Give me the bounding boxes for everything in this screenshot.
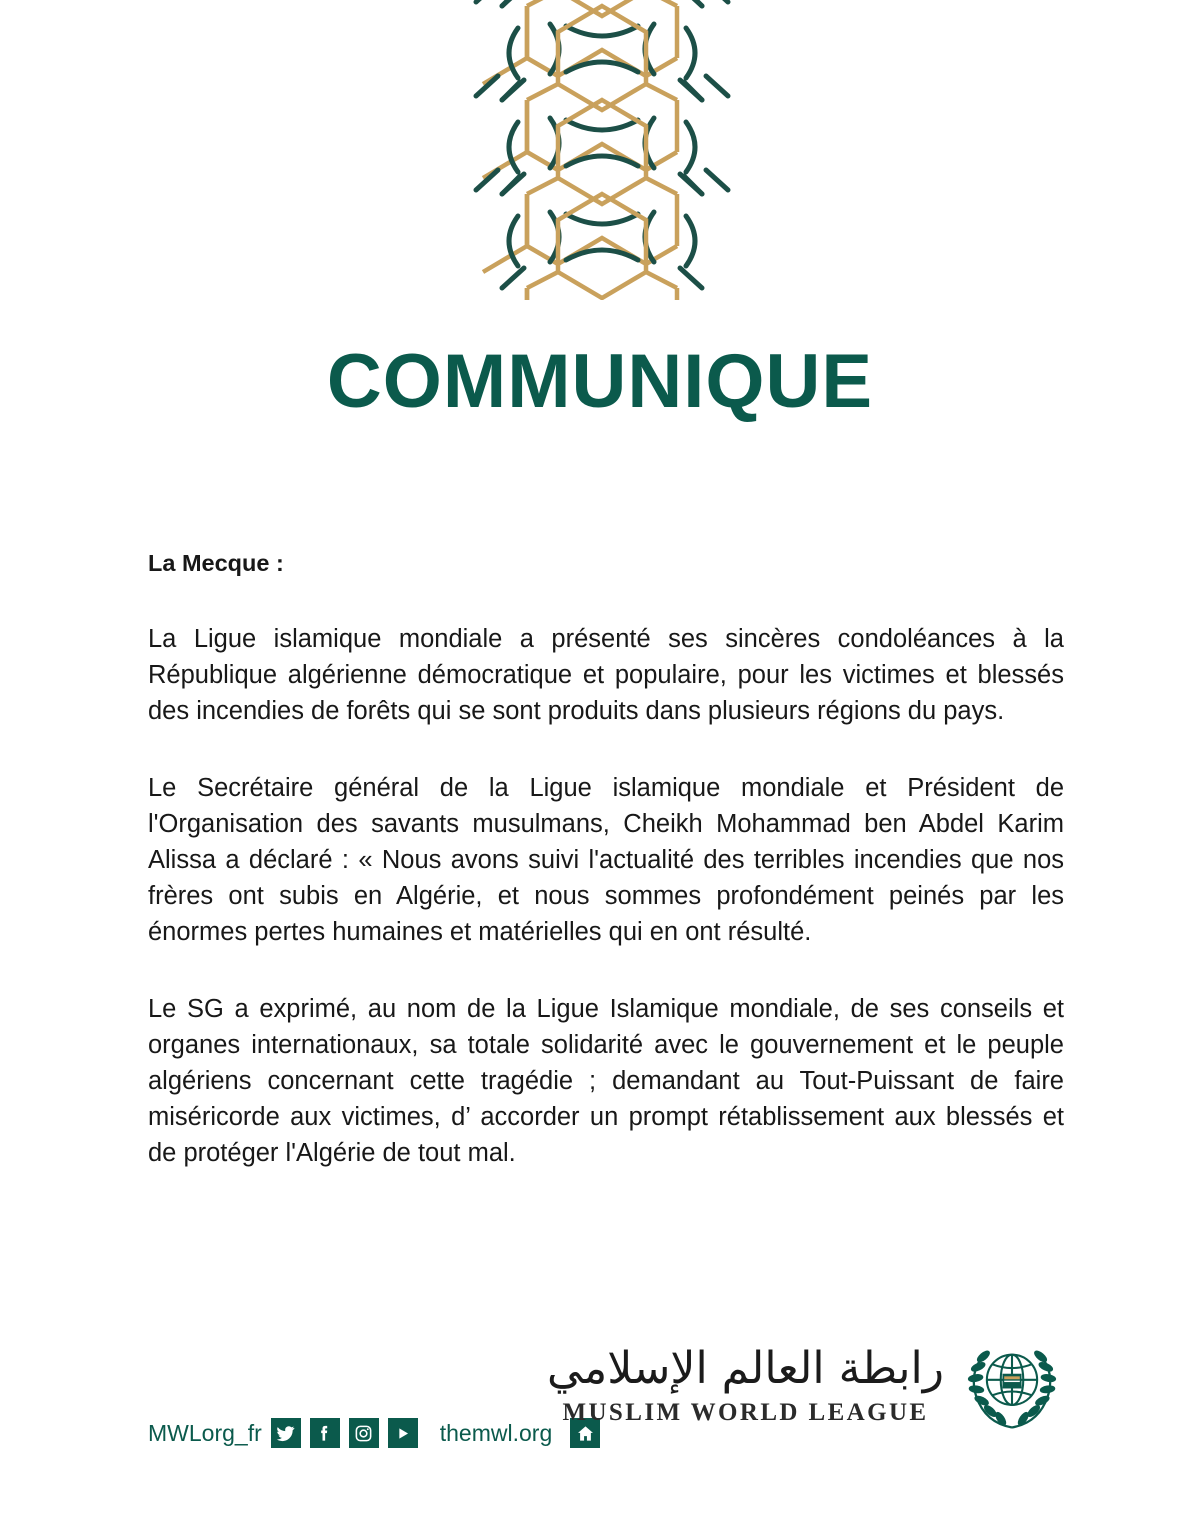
social-handle: MWLorg_fr (148, 1419, 262, 1446)
dateline: La Mecque : (148, 550, 284, 576)
logo-wordmark (547, 1343, 944, 1427)
page-title-container (0, 339, 1200, 424)
paragraph-1: La Ligue islamique mondiale a présenté ses sincères condoléances à la République algérienne démocratique et populaire, pour les victimes et blessés des incendies de forêts qui se sont produits dans plusieurs régions du pays. (148, 625, 1064, 726)
page-title: COMMUNIQUE (326, 339, 874, 424)
document-body (148, 548, 1064, 1172)
youtube-icon[interactable] (388, 1418, 418, 1448)
footer (0, 1318, 1200, 1483)
paragraph-2: Le Secrétaire général de la Ligue islamique mondiale et Président de l'Organisation des savants musulmans, Cheikh Mohammad ben Abdel Karim Alissa a déclaré : « Nous avons suivi l'actualité des terribles incendies que nos frères ont subis en Algérie, et nous sommes profondément peinés par les énormes pertes humaines et matérielles qui en ont résulté. (148, 773, 1064, 947)
facebook-icon[interactable] (310, 1418, 340, 1448)
social-bar (148, 1416, 600, 1450)
website-url: themwl.org (439, 1419, 553, 1446)
header-ornament (0, 0, 1200, 310)
instagram-icon[interactable] (349, 1418, 379, 1448)
logo-arabic-name: رابطة العالم الإسلامي (546, 1343, 944, 1395)
twitter-icon[interactable] (271, 1418, 301, 1448)
globe-laurel-emblem (960, 1330, 1064, 1440)
mwl-logo (547, 1330, 1064, 1440)
paragraph-3: Le SG a exprimé, au nom de la Ligue Islamique mondiale, de ses conseils et organes internationaux, sa totale solidarité avec le gouvernement et le peuple algériens concernant cette tragédie ; demandant au Tout-Puissant de faire miséricorde aux victimes, d’ accorder un prompt rétablissement aux blessés et de protéger l'Algérie de tout mal. (148, 994, 1064, 1168)
logo-latin-name: MUSLIM WORLD LEAGUE (562, 1398, 929, 1426)
